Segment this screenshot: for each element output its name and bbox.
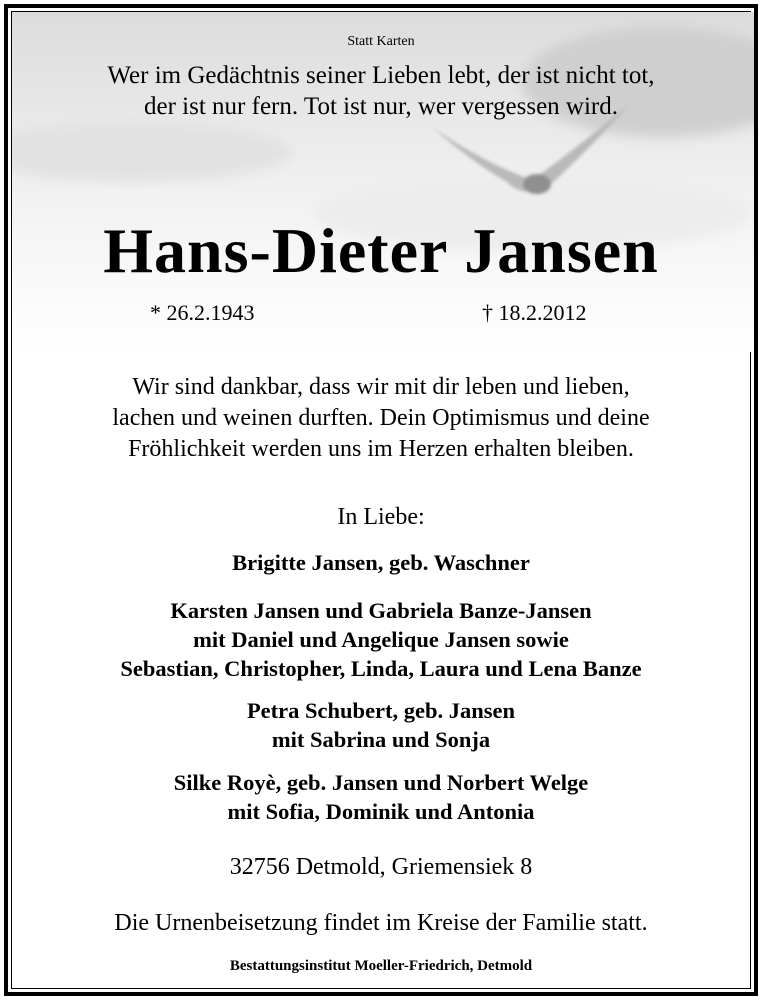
- mourner-line: Petra Schubert, geb. Jansen: [246, 698, 516, 723]
- mourner-line: mit Sofia, Dominik und Antonia: [227, 799, 535, 824]
- obituary-notice: [4, 4, 758, 996]
- burial-note: Die Urnenbeisetzung findet im Kreise der Familie statt.: [114, 910, 648, 936]
- address: 32756 Detmold, Griemensiek 8: [229, 854, 533, 880]
- mourner-line: Silke Royè, geb. Jansen und Norbert Welge: [173, 770, 589, 795]
- message-line-3: Fröhlichkeit werden uns im Herzen erhalten bleiben.: [128, 436, 634, 462]
- mourner-line: mit Sabrina und Sonja: [271, 727, 491, 752]
- message-line-1: Wir sind dankbar, dass wir mit dir leben und lieben,: [132, 374, 630, 400]
- death-date: † 18.2.2012: [482, 300, 587, 325]
- message-line-2: lachen und weinen durften. Dein Optimismus und deine: [112, 405, 650, 431]
- deceased-name: Hans-Dieter Jansen: [103, 215, 659, 286]
- mourner-line: Sebastian, Christopher, Linda, Laura und Lena Banze: [120, 656, 642, 681]
- birth-date: * 26.2.1943: [150, 300, 255, 325]
- inner-frame: [11, 11, 751, 989]
- top-note: Statt Karten: [347, 34, 415, 49]
- mourner-line: mit Daniel und Angelique Jansen sowie: [193, 627, 569, 652]
- mourner-line: Brigitte Jansen, geb. Waschner: [232, 550, 530, 575]
- undertaker: Bestattungsinstitut Moeller-Friedrich, Detmold: [229, 958, 533, 974]
- mourners-intro: In Liebe:: [337, 504, 425, 530]
- quote-line-2: der ist nur fern. Tot ist nur, wer vergessen wird.: [144, 93, 618, 120]
- quote-line-1: Wer im Gedächtnis seiner Lieben lebt, der ist nicht tot,: [107, 62, 655, 89]
- mourner-line: Karsten Jansen und Gabriela Banze-Jansen: [170, 598, 592, 623]
